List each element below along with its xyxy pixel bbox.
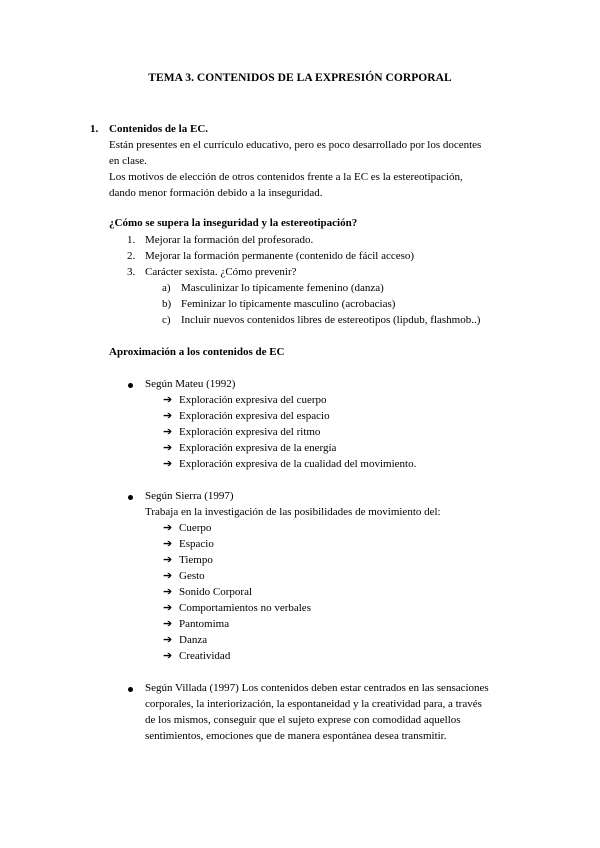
arrow-list-item: ➔ Sonido Corporal	[163, 586, 253, 598]
arrow-list-item: ➔ Exploración expresiva de la energía	[163, 442, 337, 454]
arrow-list-item: ➔ Espacio	[163, 538, 214, 550]
numbered-item-marker: 1.	[127, 234, 136, 246]
arrow-right-icon: ➔	[163, 522, 173, 534]
lettered-item-marker: c)	[162, 314, 171, 326]
bullet-icon	[128, 687, 133, 692]
bullet-icon	[128, 495, 133, 500]
author-intro: Trabaja en la investigación de las posibilidades de movimiento del:	[145, 506, 441, 518]
document-title: TEMA 3. CONTENIDOS DE LA EXPRESIÓN CORPORAL	[148, 72, 452, 84]
paragraph-line: sentimientos, emociones que de manera espontánea desea transmitir.	[145, 730, 447, 742]
numbered-item-text: Carácter sexista. ¿Cómo prevenir?	[145, 266, 297, 278]
arrow-right-icon: ➔	[163, 602, 173, 614]
author-label: Según Mateu (1992)	[145, 378, 236, 390]
question-heading: ¿Cómo se supera la inseguridad y la estereotipación?	[109, 217, 358, 229]
arrow-list-item: ➔ Pantomima	[163, 618, 230, 630]
arrow-right-icon: ➔	[163, 458, 173, 470]
lettered-item-marker: b)	[162, 298, 172, 310]
author-label: Según Sierra (1997)	[145, 490, 234, 502]
arrow-right-icon: ➔	[163, 650, 173, 662]
arrow-list-item: ➔ Exploración expresiva del espacio	[163, 410, 330, 422]
section-paragraph-line: en clase.	[109, 155, 147, 167]
numbered-item-marker: 3.	[127, 266, 136, 278]
section-paragraph-line: Los motivos de elección de otros contenidos frente a la EC es la estereotipación,	[109, 171, 463, 183]
arrow-list-item: ➔ Gesto	[163, 570, 205, 582]
arrow-right-icon: ➔	[163, 426, 173, 438]
arrow-right-icon: ➔	[163, 586, 173, 598]
section-paragraph-line: dando menor formación debido a la inseguridad.	[109, 187, 323, 199]
section-number: 1.	[90, 123, 99, 135]
bullet-icon	[128, 383, 133, 388]
numbered-item-text: Mejorar la formación permanente (contenido de fácil acceso)	[145, 250, 415, 262]
section-heading: Contenidos de la EC.	[109, 123, 209, 135]
arrow-right-icon: ➔	[163, 618, 173, 630]
arrow-right-icon: ➔	[163, 570, 173, 582]
arrow-right-icon: ➔	[163, 410, 173, 422]
arrow-list-item: ➔ Danza	[163, 634, 208, 646]
arrow-list-item: ➔ Exploración expresiva del ritmo	[163, 426, 321, 438]
section-paragraph-line: Están presentes en el currículo educativo, pero es poco desarrollado por los docentes	[109, 139, 482, 151]
lettered-item-marker: a)	[162, 282, 171, 294]
arrow-right-icon: ➔	[163, 554, 173, 566]
arrow-list-item: ➔ Tiempo	[163, 554, 213, 566]
arrow-right-icon: ➔	[163, 538, 173, 550]
paragraph-line: corporales, la interiorización, la espontaneidad y la creatividad para, a través	[145, 698, 482, 710]
arrow-right-icon: ➔	[163, 442, 173, 454]
numbered-item-text: Mejorar la formación del profesorado.	[145, 234, 314, 246]
lettered-item-text: Incluir nuevos contenidos libres de estereotipos (lipdub, flashmob..)	[181, 314, 481, 326]
arrow-list-item: ➔ Exploración expresiva del cuerpo	[163, 394, 327, 406]
lettered-item-text: Feminizar lo típicamente masculino (acrobacias)	[181, 298, 396, 310]
paragraph-line: de los mismos, conseguir que el sujeto exprese con comodidad aquellos	[145, 714, 461, 726]
numbered-item-marker: 2.	[127, 250, 136, 262]
paragraph-line: Según Villada (1997) Los contenidos deben estar centrados en las sensaciones	[145, 682, 489, 694]
arrow-list-item: ➔ Creatividad	[163, 650, 231, 662]
arrow-right-icon: ➔	[163, 394, 173, 406]
arrow-list-item: ➔ Exploración expresiva de la cualidad del movimiento.	[163, 458, 417, 470]
approach-heading: Aproximación a los contenidos de EC	[109, 346, 285, 358]
arrow-right-icon: ➔	[163, 634, 173, 646]
arrow-list-item: ➔ Comportamientos no verbales	[163, 602, 311, 614]
arrow-list-item: ➔ Cuerpo	[163, 522, 212, 534]
lettered-item-text: Masculinizar lo típicamente femenino (danza)	[181, 282, 384, 294]
